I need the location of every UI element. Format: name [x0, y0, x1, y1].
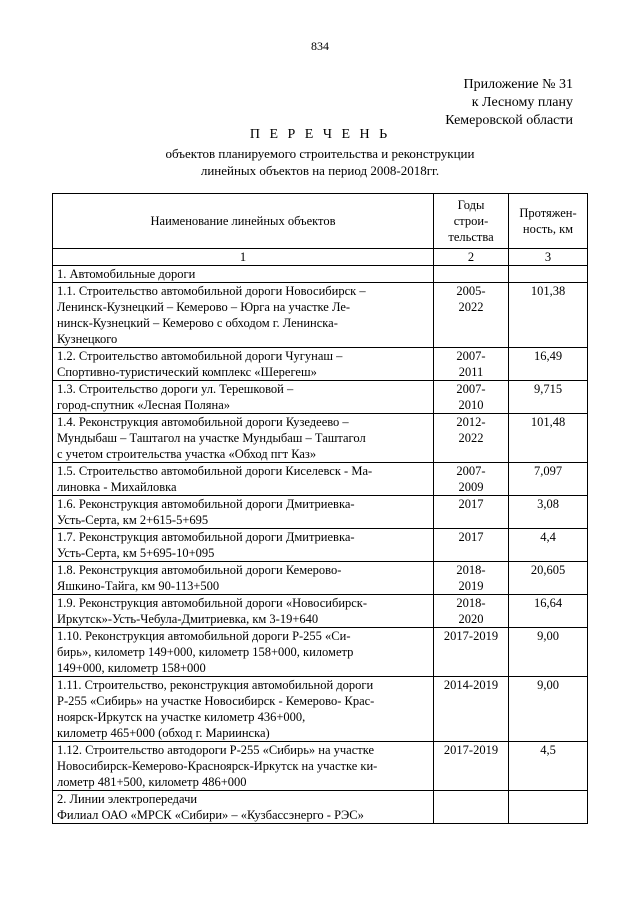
- row-length-cell: 3,08: [509, 496, 588, 529]
- row-name-cell: 1.9. Реконструкция автомобильной дороги «Новосибирск- Иркутск»-Усть-Чебула-Дмитриевка, км 3-19+640: [53, 595, 434, 628]
- row-name-cell: 1.10. Реконструкция автомобильной дороги Р-255 «Си- бирь», километр 149+000, километр 158+000, километр 149+000, километр 158+000: [53, 628, 434, 677]
- row-length-cell: 4,5: [509, 742, 588, 791]
- row-years-cell: 2007- 2011: [434, 348, 509, 381]
- row-name-cell: 1.1. Строительство автомобильной дороги Новосибирск – Ленинск-Кузнецкий – Кемерово – Юрга на участке Ле- нинск-Кузнецкий – Кемерово с обходом г. Ленинска- Кузнецкого: [53, 283, 434, 348]
- row-length-cell: 101,48: [509, 414, 588, 463]
- page-number: 834: [311, 39, 329, 53]
- table-row: [53, 348, 588, 381]
- row-length-cell: [509, 266, 588, 283]
- row-length-cell: [509, 791, 588, 824]
- subtitle-line-1: объектов планируемого строительства и реконструкции: [165, 146, 475, 161]
- row-length-cell: 7,097: [509, 463, 588, 496]
- table-row: [53, 266, 588, 283]
- table-row: [53, 414, 588, 463]
- row-years-cell: 2007- 2009: [434, 463, 509, 496]
- header-name: Наименование линейных объектов: [53, 194, 434, 249]
- row-length-cell: 20,605: [509, 562, 588, 595]
- header-years: Годы строи- тельства: [434, 194, 509, 249]
- table-header-row: [53, 194, 588, 249]
- subtitle-line-2: линейных объектов на период 2008-2018гг.: [200, 163, 440, 178]
- row-name-cell: 1.7. Реконструкция автомобильной дороги Дмитриевка- Усть-Серта, км 5+695-10+095: [53, 529, 434, 562]
- row-name-cell: 1.6. Реконструкция автомобильной дороги Дмитриевка- Усть-Серта, км 2+615-5+695: [53, 496, 434, 529]
- appendix-header: [445, 76, 573, 130]
- table-row: [53, 677, 588, 742]
- row-name-cell: 1.8. Реконструкция автомобильной дороги Кемерово- Яшкино-Тайга, км 90-113+500: [53, 562, 434, 595]
- row-name-cell: 1.4. Реконструкция автомобильной дороги Кузедеево – Мундыбаш – Таштагол на участке Мундыбаш – Таштагол с учетом строительства участка «Обход пгт Каз»: [53, 414, 434, 463]
- row-name-cell: 1.2. Строительство автомобильной дороги Чугунаш – Спортивно-туристический комплекс «Шерегеш»: [53, 348, 434, 381]
- appendix-line-1: Приложение № 31: [463, 77, 573, 92]
- table-row: [53, 381, 588, 414]
- row-name-cell: 1.12. Строительство автодороги Р-255 «Сибирь» на участке Новосибирск-Кемерово-Красноярск-Иркутск на участке ки- лометр 481+500, километр 486+000: [53, 742, 434, 791]
- row-years-cell: 2017: [434, 496, 509, 529]
- row-length-cell: 4,4: [509, 529, 588, 562]
- column-number: 3: [509, 249, 588, 266]
- table-row: [53, 791, 588, 824]
- row-years-cell: [434, 266, 509, 283]
- row-years-cell: 2018- 2019: [434, 562, 509, 595]
- row-years-cell: 2007- 2010: [434, 381, 509, 414]
- row-length-cell: 16,64: [509, 595, 588, 628]
- row-years-cell: 2014-2019: [434, 677, 509, 742]
- row-name-cell: 1.11. Строительство, реконструкция автомобильной дороги Р-255 «Сибирь» на участке Новосибирск - Кемерово- Крас- ноярск-Иркутск на участке километр 436+000, километр 465+000 (обход г. Мариинска): [53, 677, 434, 742]
- row-length-cell: 9,00: [509, 628, 588, 677]
- table-row: [53, 463, 588, 496]
- table-row: [53, 742, 588, 791]
- row-length-cell: 101,38: [509, 283, 588, 348]
- table-row: [53, 595, 588, 628]
- row-length-cell: 9,00: [509, 677, 588, 742]
- row-length-cell: 16,49: [509, 348, 588, 381]
- row-years-cell: [434, 791, 509, 824]
- row-years-cell: 2018- 2020: [434, 595, 509, 628]
- row-years-cell: 2017: [434, 529, 509, 562]
- objects-table: [52, 193, 588, 824]
- row-name-cell: 1.3. Строительство дороги ул. Терешковой – город-спутник «Лесная Поляна»: [53, 381, 434, 414]
- column-number: 2: [434, 249, 509, 266]
- table-row: [53, 529, 588, 562]
- row-name-cell: 1. Автомобильные дороги: [53, 266, 434, 283]
- header-length: Протяжен- ность, км: [509, 194, 588, 249]
- table-row: [53, 283, 588, 348]
- row-years-cell: 2012- 2022: [434, 414, 509, 463]
- row-years-cell: 2017-2019: [434, 628, 509, 677]
- table-row: [53, 628, 588, 677]
- table-row: [53, 496, 588, 529]
- row-years-cell: 2005- 2022: [434, 283, 509, 348]
- document-subtitle: [0, 145, 640, 179]
- column-number: 1: [53, 249, 434, 266]
- column-numbers-row: [53, 249, 588, 266]
- row-name-cell: 2. Линии электропередачи Филиал ОАО «МРСК «Сибири» – «Кузбассэнерго - РЭС»: [53, 791, 434, 824]
- appendix-line-2: к Лесному плану: [471, 95, 573, 110]
- row-years-cell: 2017-2019: [434, 742, 509, 791]
- document-title: П Е Р Е Ч Е Н Ь: [249, 127, 391, 142]
- table-row: [53, 562, 588, 595]
- row-name-cell: 1.5. Строительство автомобильной дороги Киселевск - Ма- линовка - Михайловка: [53, 463, 434, 496]
- row-length-cell: 9,715: [509, 381, 588, 414]
- appendix-line-3: Кемеровской области: [445, 113, 573, 128]
